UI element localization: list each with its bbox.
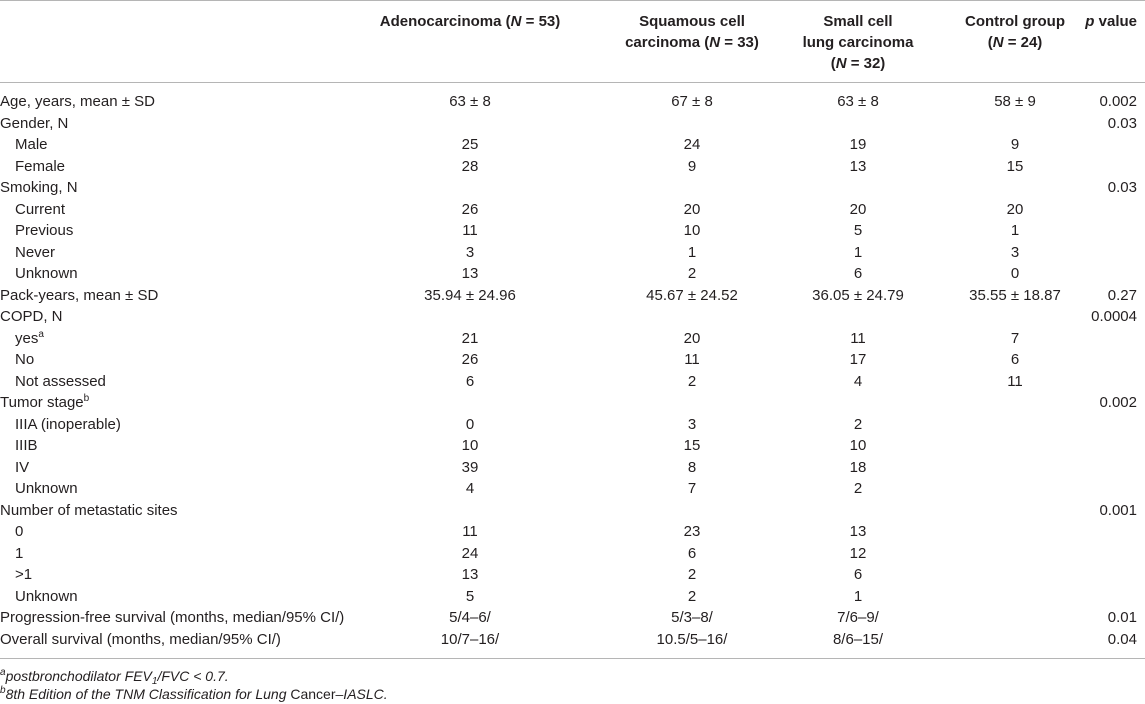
cell-adenocarcinoma: 11 [462, 523, 478, 540]
row-label [0, 607, 344, 629]
row-label [15, 543, 23, 565]
header-small-cell: Small cell lung carcinoma (N = 32) [802, 13, 914, 72]
cell-adenocarcinoma: 26 [461, 351, 479, 368]
cell-small-cell: 17 [849, 351, 867, 368]
cell-squamous: 67 ± 8 [671, 93, 713, 110]
cell-small-cell: 10 [849, 437, 867, 454]
cell-control: 7 [1010, 329, 1020, 347]
cell-small-cell: 63 ± 8 [837, 93, 879, 110]
cell-adenocarcinoma: 39 [461, 458, 479, 476]
cell-small-cell: 18 [849, 458, 867, 476]
cell-small-cell: 12 [849, 544, 867, 562]
row-label [0, 306, 63, 328]
footnote-a: $^a$postbronchodilator $FEV_1$/FVC < 0.7. [0, 667, 229, 687]
row-label [0, 500, 178, 522]
table-row [0, 328, 1145, 350]
table-row [0, 306, 1145, 328]
table-row [0, 564, 1145, 586]
cell-small-cell: 1 [853, 243, 863, 261]
row-label [15, 220, 73, 242]
cell-p-value: 0.04 [1107, 630, 1137, 648]
row-label-text: 1 [15, 544, 24, 562]
cell-adenocarcinoma: 25 [461, 136, 479, 153]
cell-small-cell: 4 [853, 372, 863, 390]
row-label-text: Female [15, 157, 66, 175]
row-label [0, 629, 281, 651]
cell-small-cell: 2 [853, 480, 863, 497]
row-label-text: Number of metastatic sites [0, 501, 178, 519]
row-label-text: Not assessed [15, 372, 106, 390]
cell-small-cell: 2 [853, 415, 863, 433]
row-label-text: IV [15, 458, 30, 476]
cell-squamous: 8 [687, 458, 697, 476]
cell-squamous: 10.5/5–16/ [656, 630, 728, 648]
table-row [0, 220, 1145, 242]
cell-squamous: 20 [683, 200, 701, 218]
row-label-text: Unknown [15, 480, 78, 497]
cell-squamous: 7 [687, 480, 697, 497]
row-label [15, 263, 78, 285]
table-row [0, 392, 1145, 414]
table-row [0, 113, 1145, 135]
table-row [0, 543, 1145, 565]
table-row [0, 285, 1145, 307]
table-row [0, 629, 1145, 651]
header-adenocarcinoma: Adenocarcinoma (N = 53) [379, 13, 561, 30]
row-label [0, 113, 68, 135]
table-row [0, 177, 1145, 199]
cell-control: 3 [1010, 243, 1020, 261]
table-row [0, 586, 1145, 608]
table-row [0, 134, 1145, 156]
row-label [15, 586, 78, 608]
cell-p-value: 0.0004 [1091, 308, 1137, 325]
header-control: Control group (N = 24) [965, 13, 1065, 51]
row-label [15, 457, 29, 479]
cell-adenocarcinoma: 3 [465, 243, 475, 261]
row-label [15, 478, 78, 500]
cell-small-cell: 13 [849, 523, 867, 540]
row-label-text: >1 [15, 566, 33, 583]
cell-adenocarcinoma: 5/4–6/ [449, 609, 491, 626]
cell-adenocarcinoma: 13 [461, 265, 479, 282]
cell-p-value: 0.002 [1099, 93, 1137, 110]
cell-squamous: 11 [684, 351, 700, 368]
row-label [0, 285, 158, 307]
row-label [15, 242, 55, 264]
cell-control: 15 [1006, 157, 1024, 175]
cell-adenocarcinoma: 63 ± 8 [449, 93, 491, 110]
cell-squamous: 24 [683, 136, 701, 153]
cell-squamous: 5/3–8/ [671, 609, 713, 626]
row-label-text: IIIA (inoperable) [15, 415, 121, 433]
bottom-rule [0, 658, 1145, 659]
cell-adenocarcinoma: 21 [461, 329, 479, 347]
cell-p-value: 0.03 [1107, 179, 1137, 196]
table-row [0, 435, 1145, 457]
cell-adenocarcinoma: 28 [461, 157, 479, 175]
footnote-marker: b [83, 393, 90, 404]
cell-adenocarcinoma: 35.94 ± 24.96 [424, 286, 516, 304]
cell-squamous: 10 [683, 222, 701, 239]
cell-adenocarcinoma: 24 [461, 544, 479, 562]
row-label-text: 0 [15, 523, 24, 540]
cell-small-cell: 7/6–9/ [837, 609, 879, 626]
header-p-value: p value [1085, 13, 1137, 30]
table-row [0, 478, 1145, 500]
table-row [0, 91, 1145, 113]
cell-squamous: 3 [687, 415, 697, 433]
cell-p-value: 0.27 [1107, 286, 1137, 304]
row-label-text: No [15, 351, 35, 368]
cell-p-value: 0.03 [1107, 114, 1137, 132]
row-label-text: yes [15, 329, 39, 347]
row-label-text: Overall survival (months, median/95% CI/) [0, 630, 281, 648]
row-label-text: Unknown [15, 587, 78, 605]
cell-squamous: 2 [687, 587, 697, 605]
row-label [15, 435, 38, 457]
cell-squamous: 15 [683, 437, 701, 454]
cell-adenocarcinoma: 26 [461, 200, 479, 218]
cell-control: 0 [1010, 265, 1020, 282]
cell-adenocarcinoma: 13 [461, 566, 479, 583]
footnote-marker: a [38, 328, 44, 340]
cell-squamous: 6 [687, 544, 697, 562]
cell-small-cell: 1 [853, 587, 863, 605]
cell-adenocarcinoma: 10/7–16/ [440, 630, 500, 648]
table-row [0, 349, 1145, 371]
row-label-text: Previous [15, 222, 74, 239]
cell-control: 9 [1010, 136, 1020, 153]
table-row [0, 156, 1145, 178]
table-row [0, 371, 1145, 393]
row-label-text: Never [15, 243, 56, 261]
table-row [0, 521, 1145, 543]
cell-squamous: 23 [683, 523, 701, 540]
table-row [0, 457, 1145, 479]
row-label [15, 349, 34, 371]
top-rule [0, 0, 1145, 1]
cell-control: 20 [1006, 200, 1024, 218]
table-row [0, 607, 1145, 629]
row-label [0, 91, 155, 113]
row-label [0, 177, 78, 199]
cell-squamous: 20 [683, 329, 701, 347]
footnote-b: $^b$8th Edition of the TNM Classification for Lung Cancer–IASLC. [0, 685, 388, 702]
cell-control: 58 ± 9 [994, 93, 1036, 110]
row-label-text: COPD, N [0, 308, 63, 325]
row-label-text: IIIB [15, 437, 38, 454]
cell-squamous: 2 [687, 566, 697, 583]
cell-small-cell: 6 [853, 566, 863, 583]
cell-control: 6 [1010, 351, 1020, 368]
cell-small-cell: 5 [853, 222, 863, 239]
row-label-text: Male [15, 136, 48, 153]
row-label [15, 199, 65, 221]
cell-small-cell: 13 [849, 157, 867, 175]
cell-control: 1 [1010, 222, 1020, 239]
cell-adenocarcinoma: 0 [465, 415, 475, 433]
cell-small-cell: 11 [850, 329, 866, 347]
row-label-text: Gender, N [0, 114, 69, 132]
row-label-text: Unknown [15, 265, 78, 282]
row-label-text: Pack-years, mean ± SD [0, 286, 159, 304]
cell-squamous: 1 [687, 243, 697, 261]
cell-squamous: 2 [687, 265, 697, 282]
table-row [0, 263, 1145, 285]
row-label-text: Smoking, N [0, 179, 78, 196]
cell-squamous: 2 [687, 372, 697, 390]
row-label [0, 392, 89, 414]
row-label [15, 521, 23, 543]
cell-p-value: 0.001 [1099, 501, 1137, 519]
header-squamous: Squamous cell carcinoma (N = 33) [625, 13, 759, 51]
row-label-text: Age, years, mean ± SD [0, 93, 155, 110]
header-rule [0, 82, 1145, 83]
row-label [15, 564, 32, 586]
row-label [15, 328, 44, 350]
row-label-text: Progression-free survival (months, median/95% CI/) [0, 609, 345, 626]
row-label [15, 156, 65, 178]
cell-small-cell: 36.05 ± 24.79 [812, 286, 904, 304]
cell-adenocarcinoma: 4 [465, 480, 475, 497]
cell-p-value: 0.002 [1099, 394, 1137, 411]
cell-p-value: 0.01 [1107, 609, 1137, 626]
cell-control: 11 [1007, 372, 1023, 390]
table-row [0, 500, 1145, 522]
row-label [15, 414, 121, 436]
cell-small-cell: 6 [853, 265, 863, 282]
table-row [0, 199, 1145, 221]
row-label-text: Tumor stage [0, 394, 84, 411]
row-label [15, 134, 48, 156]
cell-small-cell: 8/6–15/ [832, 630, 884, 648]
cell-adenocarcinoma: 5 [465, 587, 475, 605]
cell-small-cell: 20 [849, 200, 867, 218]
row-label-text: Current [15, 200, 66, 218]
row-label [15, 371, 106, 393]
cell-adenocarcinoma: 10 [461, 437, 479, 454]
cell-adenocarcinoma: 6 [465, 372, 475, 390]
table-row [0, 242, 1145, 264]
cell-control: 35.55 ± 18.87 [969, 286, 1061, 304]
cell-squamous: 9 [687, 157, 697, 175]
table-row [0, 414, 1145, 436]
cell-adenocarcinoma: 11 [462, 222, 478, 239]
cell-small-cell: 19 [849, 136, 867, 153]
cell-squamous: 45.67 ± 24.52 [646, 286, 738, 304]
